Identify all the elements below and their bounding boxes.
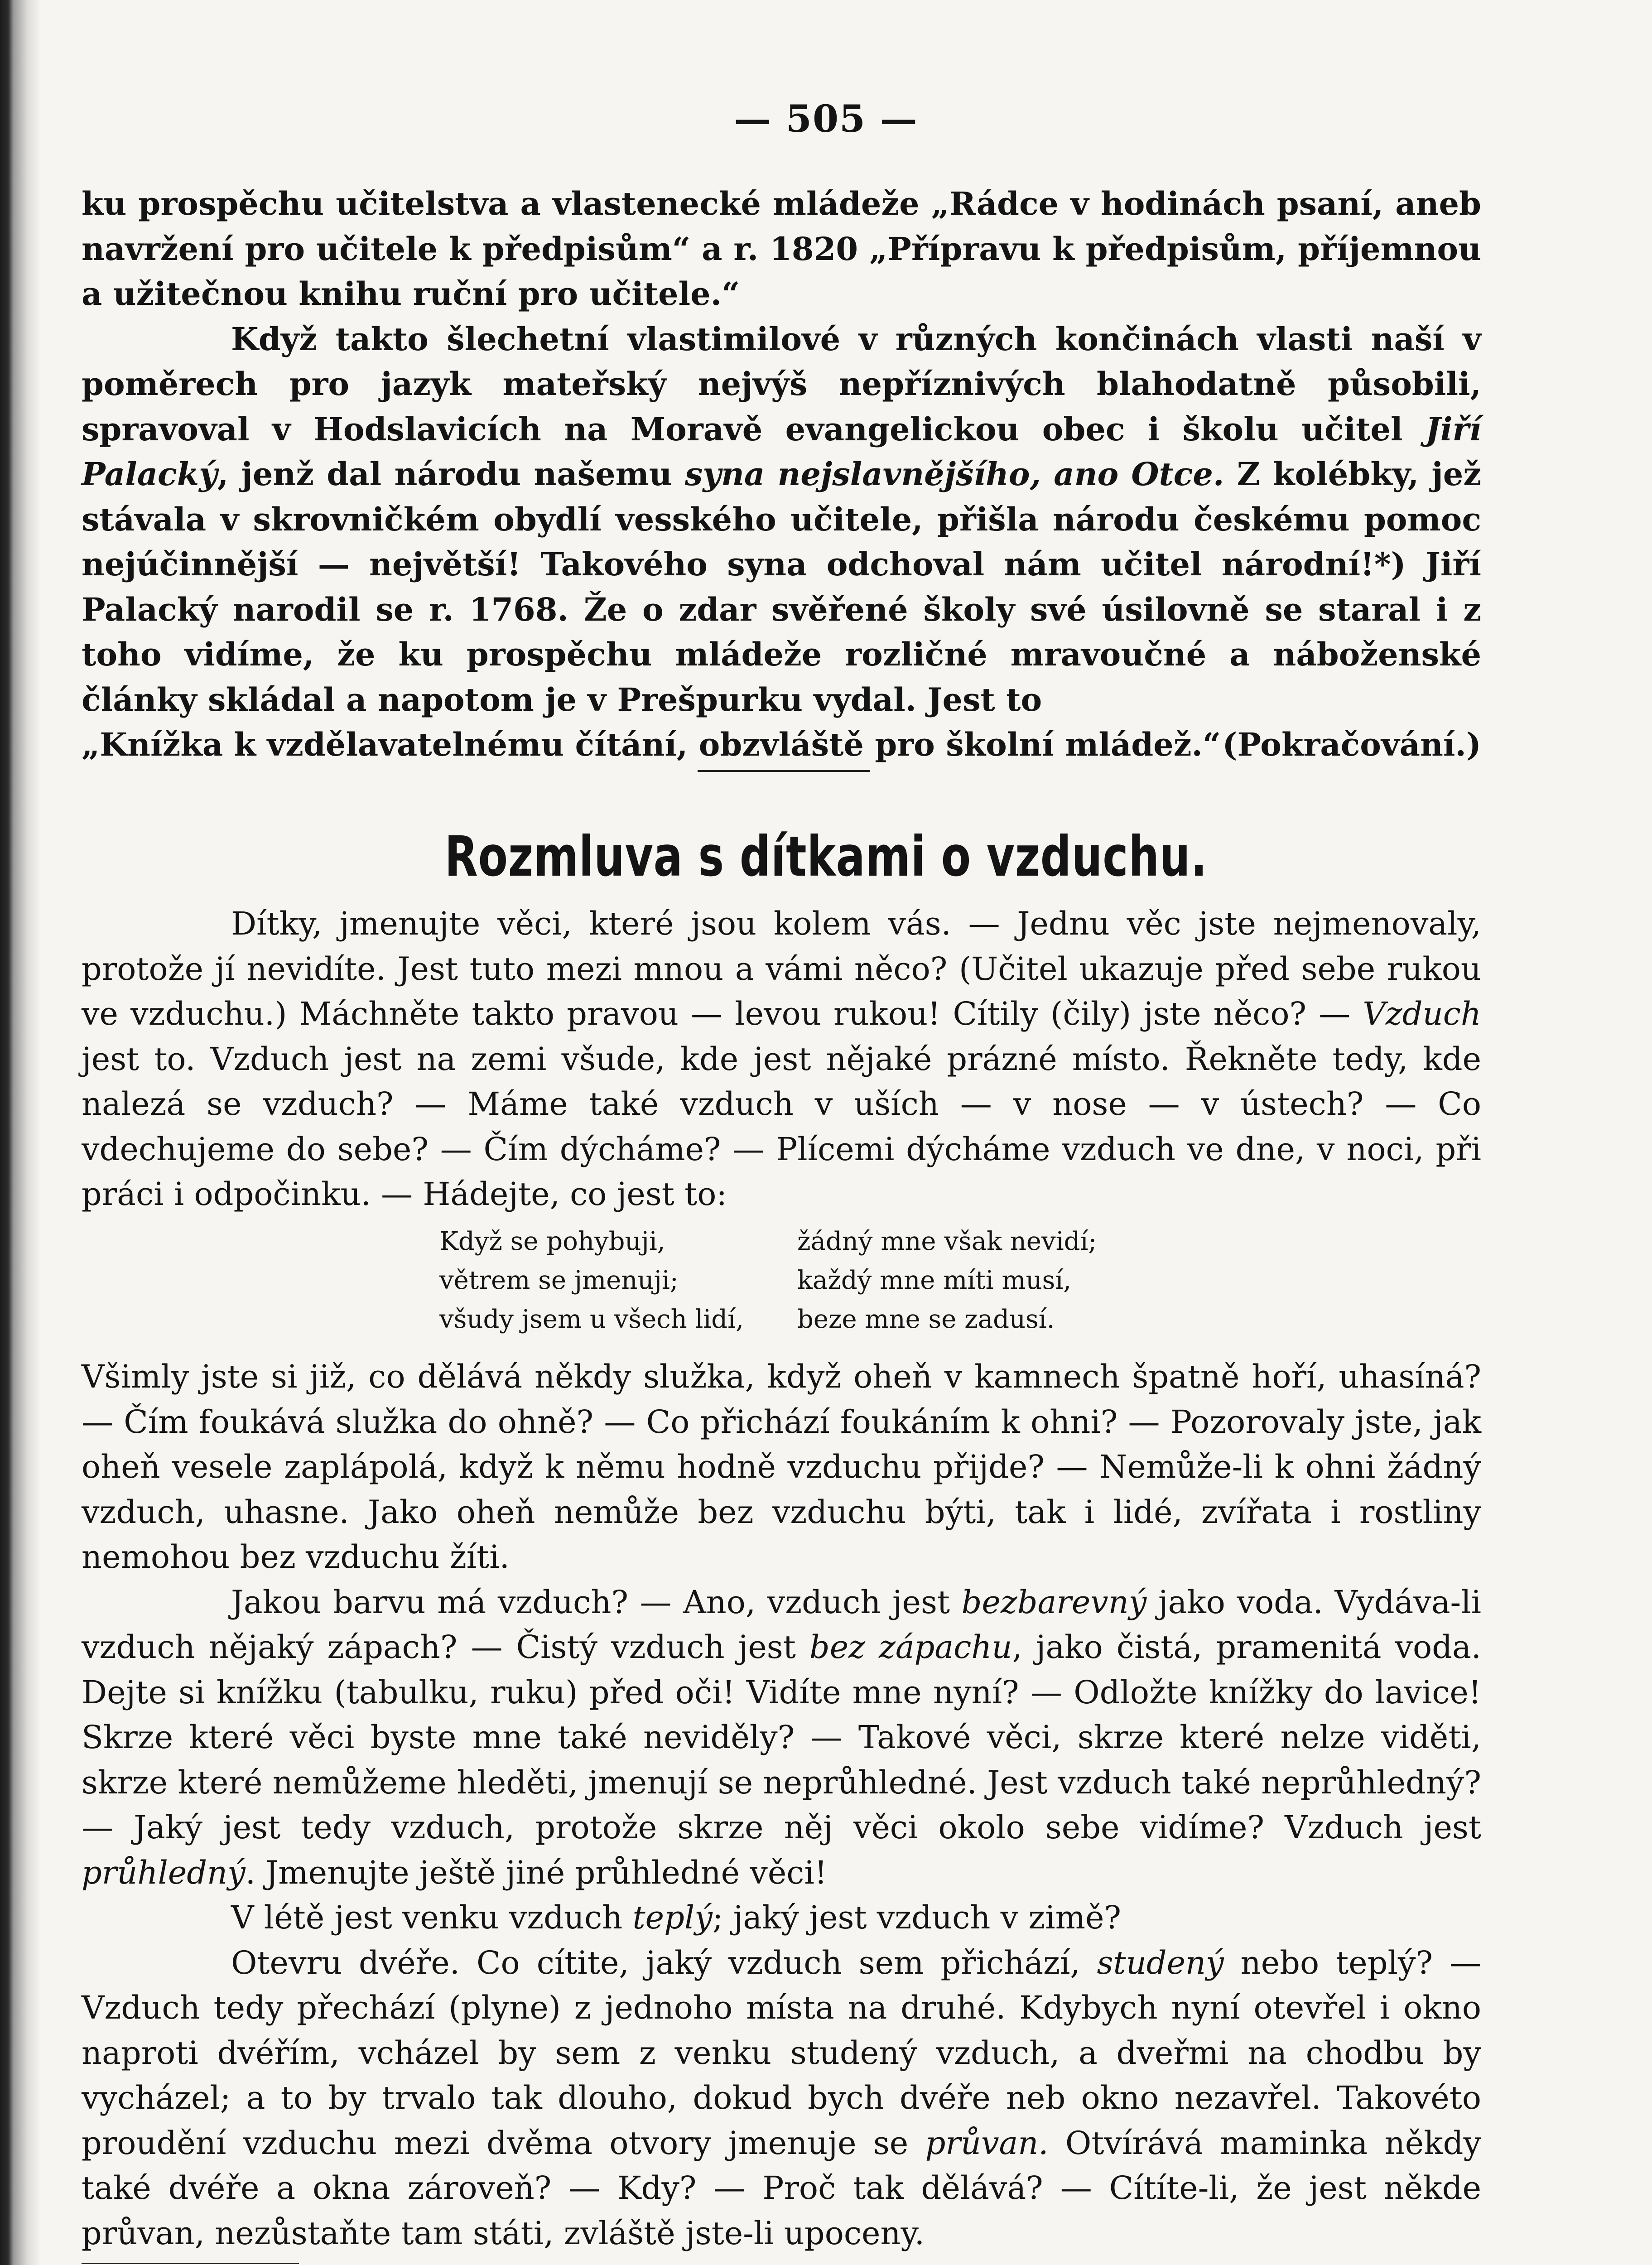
page-number: — 505 — bbox=[734, 97, 918, 141]
paragraph-tail bbox=[82, 722, 1481, 767]
paragraph-colour bbox=[82, 1580, 1481, 1896]
text-run: jest to. Vzduch jest na zemi všude, kde jest nějaké prázné místo. Řekněte tedy, kde nalezá se vzduch? — Máme také vzduch v uších — v nose — v ústech? — Co vdechujeme do sebe? — Čím dýcháme? — Plícemi dýcháme vzduch ve dne, v noci, při práci i odpočinku. — Hádejte, co jest to: bbox=[82, 1040, 1481, 1213]
continued-note: (Pokračování.) bbox=[1222, 726, 1481, 763]
italic-word: bez zápachu bbox=[809, 1629, 1012, 1666]
text-run: Z kolébky, jež stávala v skrovničkém obydlí vesského učitele, přišla národu českému pomoc nejúčinnější — největší! Takového syna odchoval nám učitel národní!*) Jiří Palacký narodil se r. 1768. Že o zdar svěřené školy své úsilovně se staral i z toho vidíme, že ku prospěchu mládeže rozličné mravoučné a náboženské články skládal a napotom je v Prešpurku vydal. Jest to bbox=[82, 455, 1481, 718]
text-run: Jakou barvu má vzduch? — Ano, vzduch jest bbox=[231, 1583, 962, 1621]
text-run: Když takto šlechetní vlastimilové v různých končinách vlasti naší v poměrech pro jazyk mateřský nejvýš nepříznivých blahodatně působili, spravoval v Hodslavicích na Moravě evangelickou obec i školu učitel bbox=[82, 320, 1481, 448]
article-body bbox=[82, 1354, 1481, 2256]
paragraph-fire: Všimly jste si již, co dělává někdy služka, když oheň v kamnech špatně hoří, uhasíná? — Čím foukává služka do ohně? — Co přichází foukáním k ohni? — Pozorovaly jste, jak oheň vesele zaplápolá, když k němu hodně vzduchu přijde? — Nemůže-li k ohni žádný vzduch, uhasne. Jako oheň nemůže bez vzduchu býti, tak i lidé, zvířata i rostliny nemohou bez vzduchu žíti. bbox=[82, 1358, 1481, 1576]
binding-shadow bbox=[0, 0, 41, 2265]
section-divider bbox=[698, 770, 870, 772]
italic-word: průhledný bbox=[82, 1854, 246, 1891]
text-run: Otvírává maminka někdy také dvéře a okna zároveň? — Kdy? — Proč tak dělává? — Cítíte-li, že jest někde průvan, nezůstaňte tam státi, zvláště jste-li upoceny. bbox=[82, 2124, 1481, 2252]
text-run: , jenž dal národu našemu bbox=[217, 455, 685, 493]
italic-word: studený bbox=[1097, 1944, 1224, 1981]
article-intro bbox=[82, 901, 1481, 1217]
text-run: nebo teplý? — Vzduch tedy přechází (plyne) z jednoho místa na druhé. Kdybych nyní otevřel i okno naproti dvéřím, vcházel by sem z venku studený vzduch, a dveřmi na chodbu by vycházel; a to by trvalo tak dlouho, dokud bych dvéře neb okno nezavřel. Takovéto proudění vzduchu mezi dvěma otvory jmenuje se bbox=[82, 1944, 1482, 2162]
riddle-poem bbox=[439, 1222, 1123, 1339]
poem-line: všudy jsem u všech lidí, bbox=[439, 1305, 744, 1334]
paragraph-intro bbox=[82, 901, 1481, 1217]
italic-word: Vzduch bbox=[1363, 995, 1481, 1032]
italic-phrase: syna nejslavnějšího, ano Otce. bbox=[684, 455, 1224, 493]
italic-name: Jiří Palacký bbox=[82, 410, 1481, 493]
paragraph-palacky bbox=[82, 317, 1481, 723]
text-run: . Jmenujte ještě jiné průhledné věci! bbox=[245, 1854, 827, 1891]
article-title: Rozmluva s dítkami o vzduchu. bbox=[444, 824, 1208, 889]
paragraph-continuation: ku prospěchu učitelstva a vlastenecké mládeže „Rádce v hodinách psaní, aneb navržení pro učitele k předpisům“ a r. 1820 „Přípravu k předpisům, příjemnou a užitečnou knihu ruční pro učitele.“ bbox=[82, 185, 1481, 313]
text-run: Otevru dvéře. Co cítite, jaký vzduch sem přichází, bbox=[231, 1944, 1097, 1981]
poem-line: Když se pohybuji, bbox=[439, 1227, 665, 1256]
text-run: ; jaký jest vzduch v zimě? bbox=[712, 1899, 1122, 1936]
text-run: V létě jest venku vzduch bbox=[231, 1899, 633, 1936]
italic-word: průvan. bbox=[925, 2124, 1049, 2162]
footnote-divider bbox=[82, 2263, 299, 2264]
text-run: jako voda. Vydáva-li vzduch nějaký zápach? — Čistý vzduch jest bbox=[82, 1583, 1481, 1666]
paragraph-summer bbox=[82, 1895, 1481, 1941]
poem-line: větrem se jmenuji; bbox=[439, 1266, 679, 1295]
top-text-block bbox=[82, 181, 1481, 767]
poem-line: žádný mne však nevidí; bbox=[797, 1227, 1097, 1256]
text-run: Dítky, jmenujte věci, které jsou kolem vás. — Jednu věc jste nejmenovaly, protože jí nevidíte. Jest tuto mezi mnou a vámi něco? (Učitel ukazuje před sebe rukou ve vzduchu.) Máchněte takto pravou — levou rukou! Cítily (čily) jste něco? — bbox=[82, 905, 1481, 1032]
poem-line: beze mne se zadusí. bbox=[797, 1305, 1055, 1334]
book-title-line: „Knížka k vzdělavatelnému čítání, obzvláště pro školní mládež.“ bbox=[82, 726, 1221, 763]
italic-word: bezbarevný bbox=[961, 1583, 1147, 1621]
paragraph-draught bbox=[82, 1941, 1481, 2256]
poem-line: každý mne míti musí, bbox=[797, 1266, 1072, 1295]
italic-word: teplý bbox=[632, 1899, 713, 1936]
text-run: , jako čistá, pramenitá voda. Dejte si knížku (tabulku, ruku) před oči! Vidíte mne nyní? — Odložte knížky do lavice! Skrze které věci byste mne také neviděly? — Takové věci, skrze které nelze viděti, skrze které nemůžeme hleděti, jmenují se neprůhledné. Jest vzduch také neprůhledný? — Jaký jest tedy vzduch, protože skrze něj věci okolo sebe vidíme? Vzduch jest bbox=[82, 1629, 1481, 1846]
